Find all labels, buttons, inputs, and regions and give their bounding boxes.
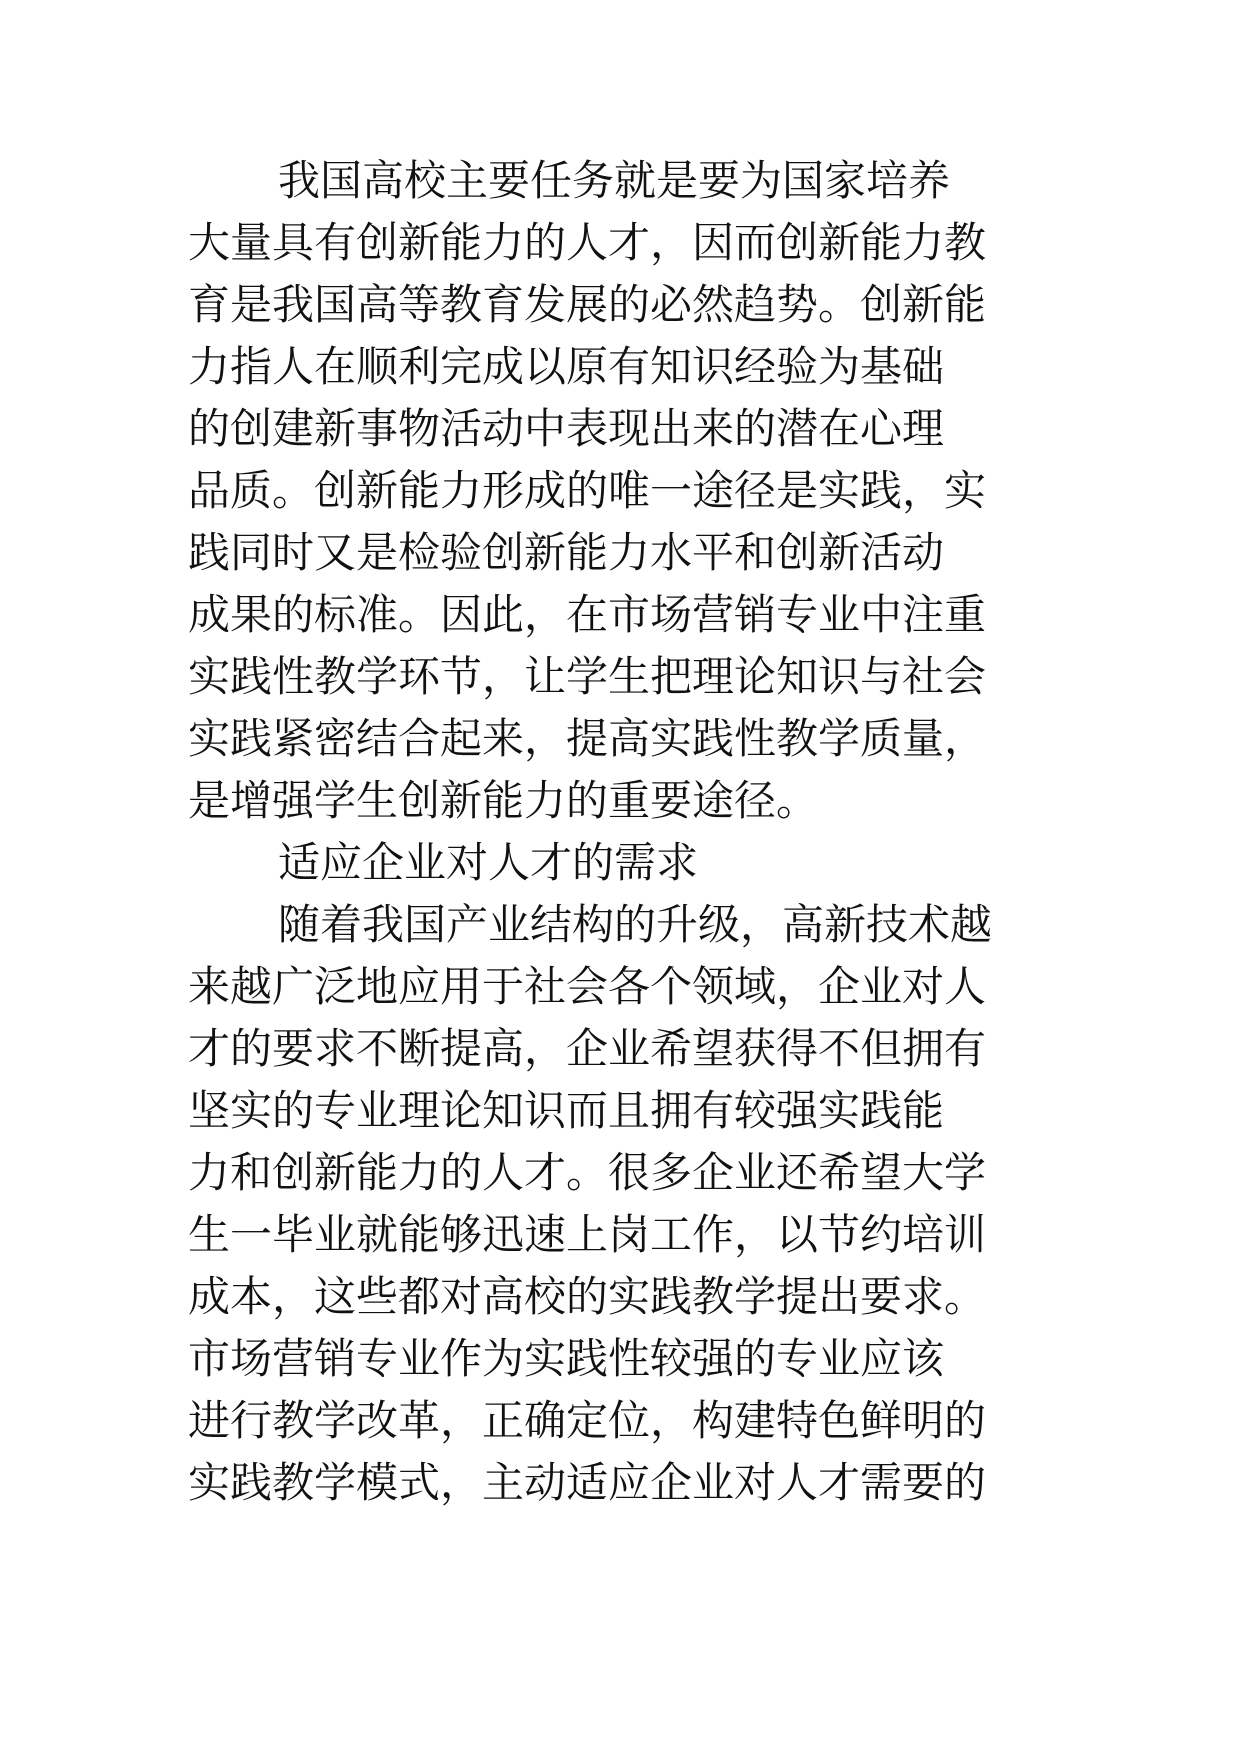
paragraph-line: 生一毕业就能够迅速上岗工作，以节约培训 [188, 1210, 987, 1259]
paragraph-line: 坚实的专业理论知识而且拥有较强实践能 [188, 1086, 945, 1135]
paragraph-line: 成本，这些都对高校的实践教学提出要求。 [188, 1272, 987, 1321]
section-heading: 适应企业对人才的需求 [278, 838, 699, 887]
paragraph-line: 实践紧密结合起来，提高实践性教学质量， [188, 714, 987, 763]
paragraph-line: 来越广泛地应用于社会各个领域，企业对人 [188, 962, 987, 1011]
paragraph-line: 育是我国高等教育发展的必然趋势。创新能 [188, 280, 987, 329]
paragraph-line: 成果的标准。因此，在市场营销专业中注重 [188, 590, 987, 639]
paragraph-line: 市场营销专业作为实践性较强的专业应该 [188, 1334, 945, 1383]
paragraph-line: 是增强学生创新能力的重要途径。 [188, 776, 819, 825]
paragraph-line: 力指人在顺利完成以原有知识经验为基础 [188, 342, 945, 391]
paragraph-line: 随着我国产业结构的升级，高新技术越 [278, 900, 993, 949]
paragraph-line: 我国高校主要任务就是要为国家培养 [278, 156, 951, 205]
paragraph-line: 才的要求不断提高，企业希望获得不但拥有 [188, 1024, 987, 1073]
paragraph-line: 大量具有创新能力的人才，因而创新能力教 [188, 218, 987, 267]
paragraph-line: 践同时又是检验创新能力水平和创新活动 [188, 528, 945, 577]
paragraph-line: 实践教学模式，主动适应企业对人才需要的 [188, 1458, 987, 1507]
paragraph-line: 实践性教学环节，让学生把理论知识与社会 [188, 652, 987, 701]
paragraph-line: 进行教学改革，正确定位，构建特色鲜明的 [188, 1396, 987, 1445]
paragraph-line: 品质。创新能力形成的唯一途径是实践，实 [188, 466, 987, 515]
paragraph-line: 的创建新事物活动中表现出来的潜在心理 [188, 404, 945, 453]
body-text [188, 150, 1088, 1514]
paragraph-line: 力和创新能力的人才。很多企业还希望大学 [188, 1148, 987, 1197]
